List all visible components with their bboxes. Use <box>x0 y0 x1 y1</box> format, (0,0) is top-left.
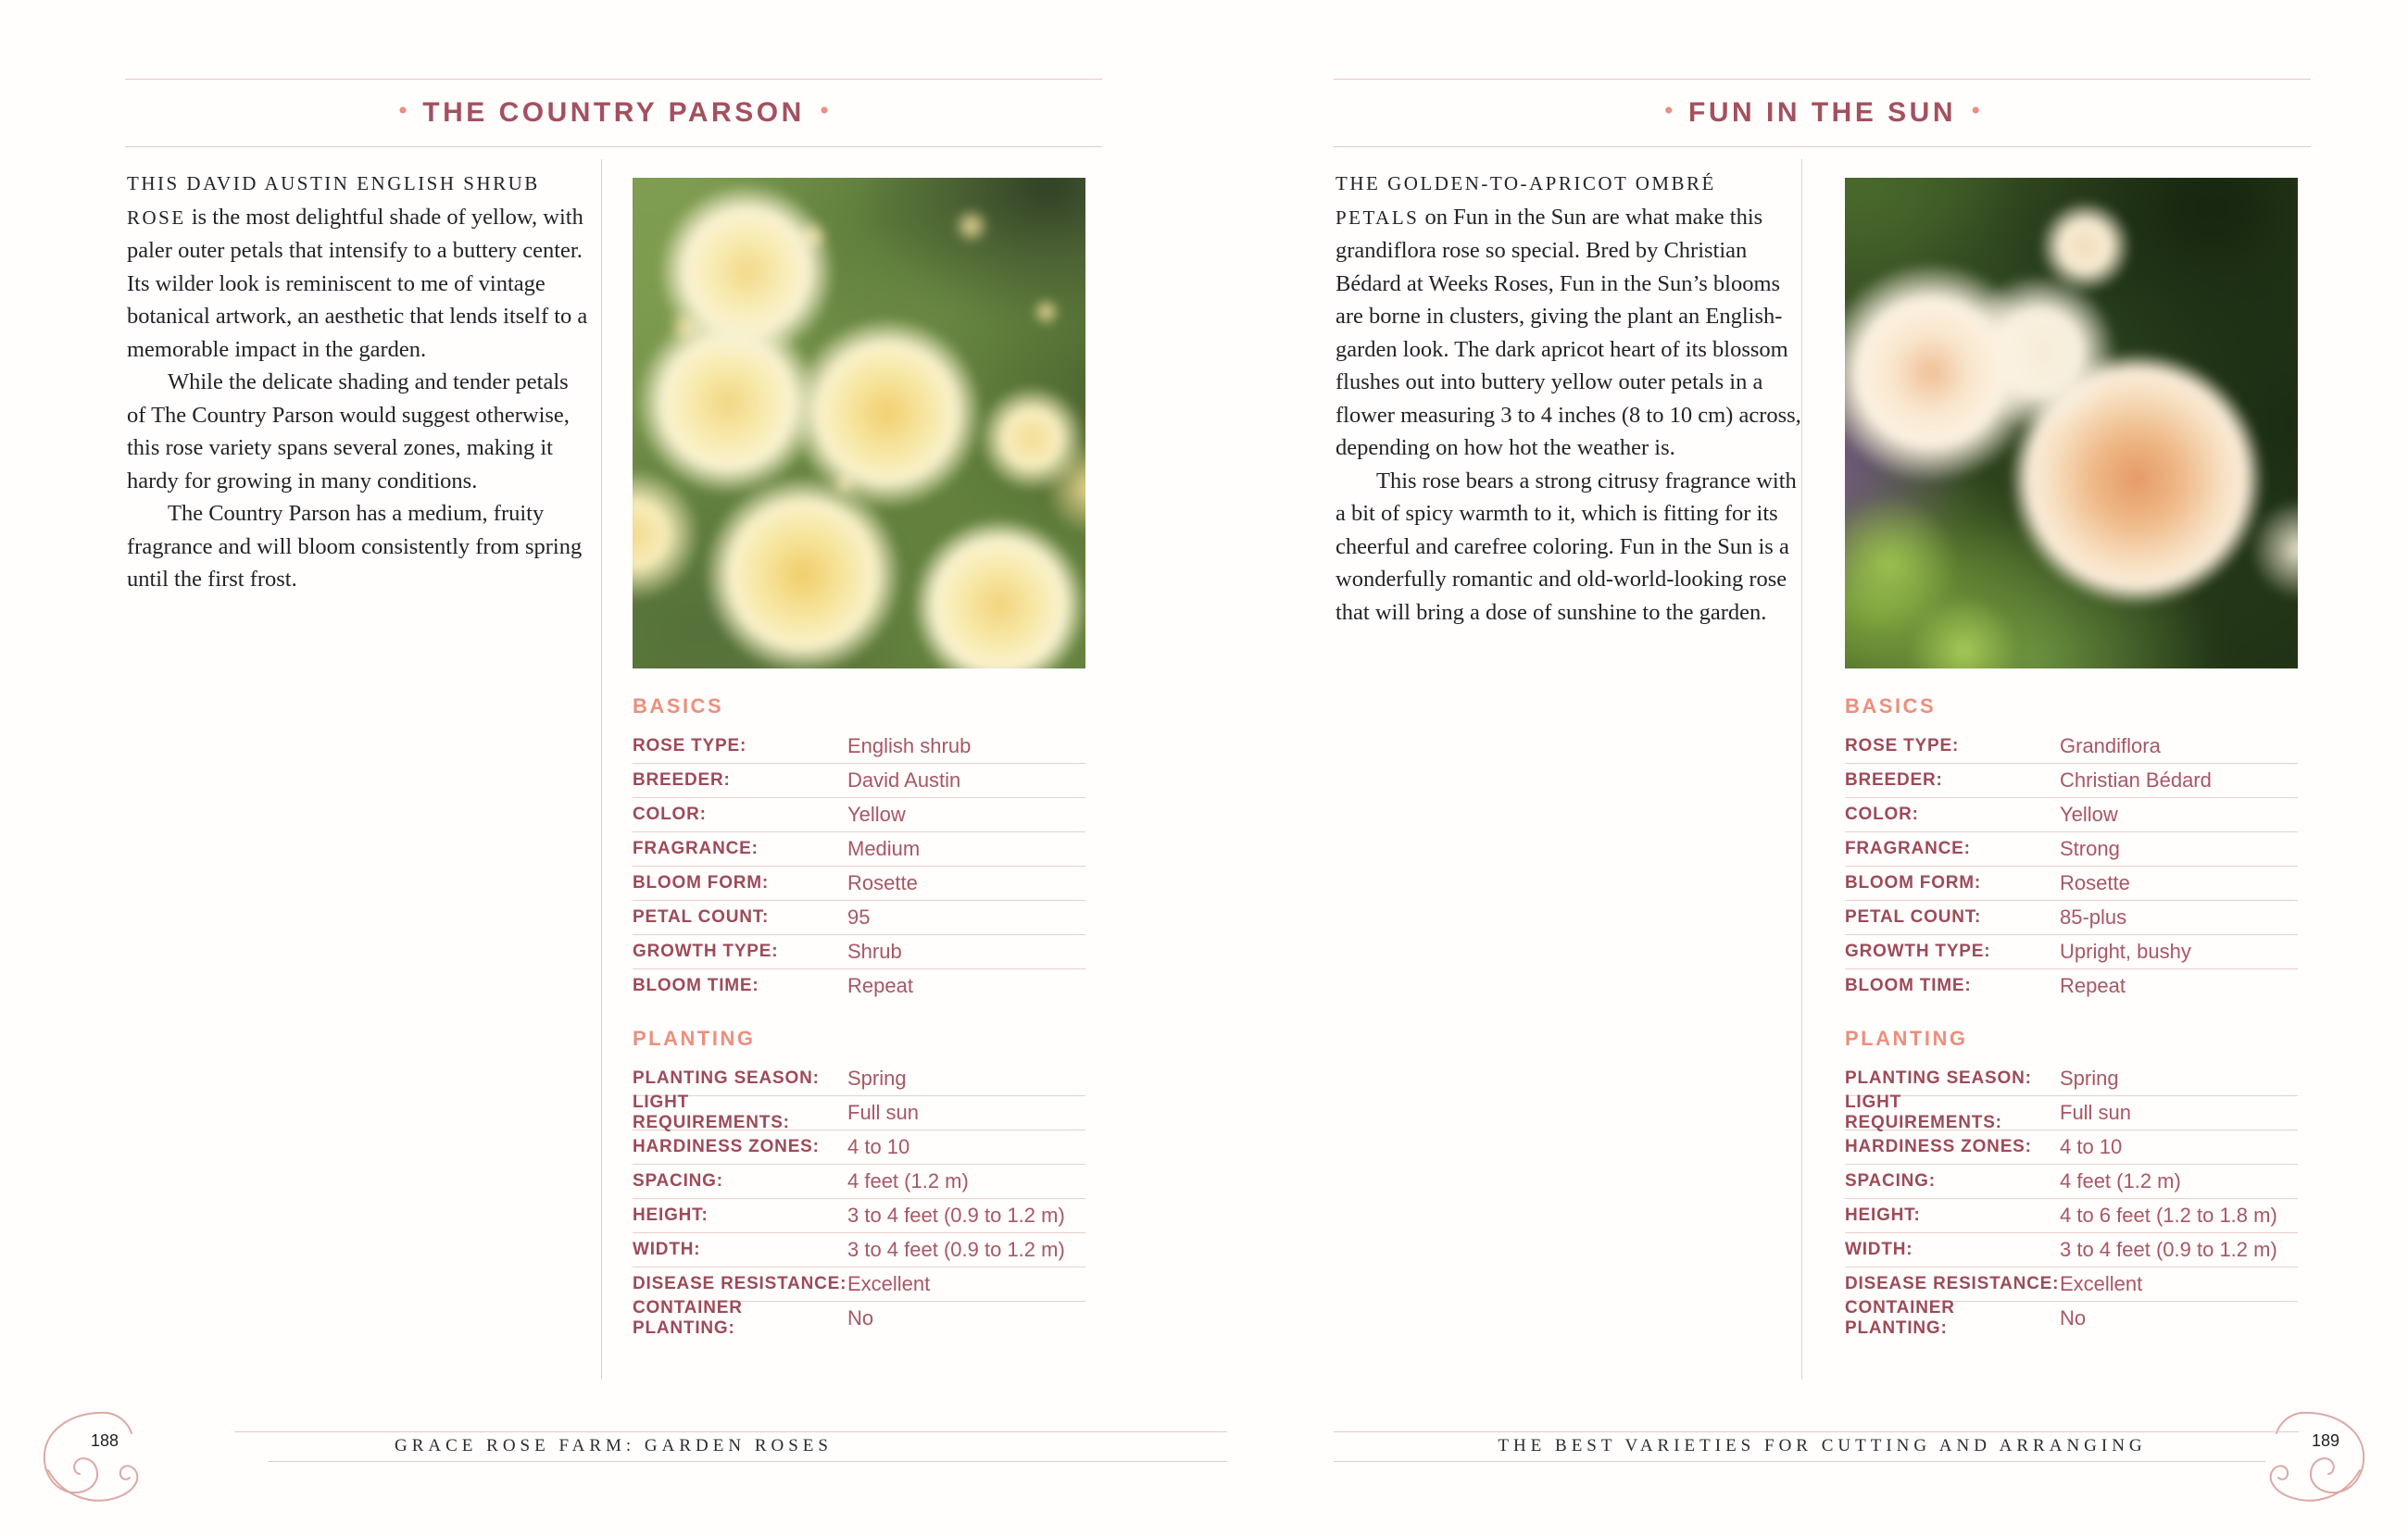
row-value: 95 <box>847 905 871 929</box>
row-label: GROWTH TYPE: <box>1845 942 1991 961</box>
table-row <box>633 1062 1085 1096</box>
planting-section <box>1845 1027 2298 1338</box>
lead-in: THE GOLDEN-TO-APRICOT OMBRÉ PETALS <box>1336 172 1716 229</box>
row-value: Excellent <box>2060 1272 2143 1295</box>
row-value: Grandiflora <box>2060 734 2161 757</box>
row-label: LIGHT REQUIREMENTS: <box>1845 1093 2002 1132</box>
spec-table <box>1845 694 2298 1338</box>
table-row <box>1845 1093 2298 1132</box>
table-row <box>633 1268 1085 1302</box>
table-row <box>1845 1233 2298 1268</box>
row-label: PETAL COUNT: <box>1845 907 1982 927</box>
row-label: BLOOM TIME: <box>1845 976 1972 995</box>
table-row <box>1845 730 2298 764</box>
row-label: COLOR: <box>1845 805 1919 824</box>
spec-rows <box>1845 730 2298 1003</box>
row-value: Shrub <box>847 940 902 963</box>
row-value: Full sun <box>847 1101 920 1124</box>
spec-rows <box>633 1062 1085 1338</box>
row-label: BLOOM FORM: <box>633 873 770 893</box>
table-row <box>633 1165 1085 1199</box>
row-label: DISEASE RESISTANCE: <box>633 1274 847 1293</box>
row-label: WIDTH: <box>633 1240 701 1259</box>
row-value: 4 feet (1.2 m) <box>847 1169 969 1193</box>
table-row <box>1845 832 2298 867</box>
table-row <box>633 730 1085 764</box>
table-row <box>633 764 1085 798</box>
row-value: 4 feet (1.2 m) <box>2060 1169 2181 1193</box>
running-footer: GRACE ROSE FARM: GARDEN ROSES <box>395 1436 833 1455</box>
body-text <box>127 167 588 596</box>
row-value: Rosette <box>2060 871 2130 894</box>
paragraph: The Country Parson has a medium, fruity fragrance and will bloom consistently from spring until the first frost. <box>127 501 583 592</box>
footer-rule <box>1334 1461 2265 1462</box>
row-label: FRAGRANCE: <box>633 839 759 858</box>
row-label: DISEASE RESISTANCE: <box>1845 1274 2060 1293</box>
table-row <box>633 1233 1085 1268</box>
row-value: Spring <box>2060 1067 2119 1090</box>
row-value: 3 to 4 feet (0.9 to 1.2 m) <box>847 1204 1065 1227</box>
row-value: English shrub <box>847 734 972 757</box>
table-row <box>1845 935 2298 969</box>
paragraph: While the delicate shading and tender petals of The Country Parson would suggest otherwise, this rose variety spans several zones, making it hardy for growing in many conditions. <box>127 369 570 493</box>
row-value: 3 to 4 feet (0.9 to 1.2 m) <box>2060 1238 2277 1261</box>
paragraph <box>127 167 588 366</box>
table-row <box>1845 1199 2298 1233</box>
row-label: COLOR: <box>633 805 707 824</box>
chapter-heading <box>125 79 1102 147</box>
paragraph-text: on Fun in the Sun are what make this grandiflora rose so special. Bred by Christian Bédard at Weeks Roses, Fun in the Sun’s blooms are borne in clusters, giving the plant an English-garden look. The dark apricot heart of its blossom flushes out into buttery yellow outer petals in a flower measuring 3 to 4 inches (8 to 10 cm) across, depending on how hot the weather is. <box>1336 204 1801 460</box>
bullet-dot-icon: • <box>397 95 408 126</box>
row-value: Medium <box>847 837 921 860</box>
running-footer: THE BEST VARIETIES FOR CUTTING AND ARRANGING <box>1498 1436 2147 1455</box>
table-row <box>1845 867 2298 901</box>
row-label: LIGHT REQUIREMENTS: <box>633 1093 790 1132</box>
flourish-icon <box>2252 1407 2373 1509</box>
row-label: ROSE TYPE: <box>1845 736 1960 756</box>
row-label: BREEDER: <box>633 770 731 790</box>
lead-in: THIS DAVID AUSTIN ENGLISH SHRUB ROSE <box>127 172 540 229</box>
footer-rule <box>268 1461 1227 1462</box>
row-value: Upright, bushy <box>2060 940 2191 963</box>
row-value: Yellow <box>2060 803 2118 826</box>
row-value: No <box>847 1306 874 1330</box>
flourish-icon <box>35 1407 156 1509</box>
table-row <box>1845 1165 2298 1199</box>
table-row <box>633 935 1085 969</box>
row-label: CONTAINER PLANTING: <box>633 1298 743 1338</box>
row-value: Spring <box>847 1067 907 1090</box>
table-row <box>633 1199 1085 1233</box>
rose-photo <box>1845 178 2298 668</box>
section-heading: BASICS <box>1845 694 1937 718</box>
table-row <box>1845 1268 2298 1302</box>
row-value: Rosette <box>847 871 918 894</box>
column-divider <box>1801 159 1802 1380</box>
section-heading: PLANTING <box>633 1027 756 1050</box>
row-value: Excellent <box>847 1272 931 1295</box>
chapter-heading <box>1334 79 2311 147</box>
row-value: No <box>2060 1306 2087 1330</box>
row-value: Christian Bédard <box>2060 768 2212 792</box>
table-row <box>1845 1298 2298 1338</box>
row-label: ROSE TYPE: <box>633 736 747 756</box>
table-row <box>633 832 1085 867</box>
paragraph <box>1336 167 1803 465</box>
row-label: HARDINESS ZONES: <box>633 1137 820 1156</box>
row-label: WIDTH: <box>1845 1240 1913 1259</box>
footer-rule <box>234 1431 1227 1432</box>
table-row <box>633 901 1085 935</box>
spec-rows <box>1845 1062 2298 1338</box>
section-heading: BASICS <box>633 694 724 718</box>
row-value: David Austin <box>847 768 961 792</box>
page-number: 188 <box>91 1431 119 1450</box>
table-row <box>633 867 1085 901</box>
table-row <box>1845 969 2298 1003</box>
photo-flowers <box>1845 178 2298 668</box>
row-label: SPACING: <box>1845 1171 1936 1191</box>
row-value: Strong <box>2060 837 2120 860</box>
table-row <box>633 1298 1085 1338</box>
row-label: BLOOM FORM: <box>1845 873 1982 893</box>
section-heading: PLANTING <box>1845 1027 1968 1050</box>
planting-section <box>633 1027 1085 1338</box>
bullet-dot-icon: • <box>1971 95 1981 126</box>
spec-rows <box>633 730 1085 1003</box>
row-value: 3 to 4 feet (0.9 to 1.2 m) <box>847 1238 1065 1261</box>
row-label: BLOOM TIME: <box>633 976 759 995</box>
row-value: Yellow <box>847 803 906 826</box>
row-label: GROWTH TYPE: <box>633 942 779 961</box>
row-value: 4 to 10 <box>847 1135 910 1158</box>
row-value: Full sun <box>2060 1101 2132 1124</box>
table-row <box>1845 798 2298 832</box>
basics-section <box>1845 694 2298 1003</box>
table-row <box>633 969 1085 1003</box>
row-value: 85-plus <box>2060 905 2127 929</box>
row-value: Repeat <box>847 974 913 997</box>
row-label: PLANTING SEASON: <box>633 1068 820 1088</box>
page-title: THE COUNTRY PARSON <box>422 97 805 128</box>
photo-flowers <box>633 178 1085 668</box>
footer-rule <box>1334 1431 2299 1432</box>
body-text <box>1336 167 1803 629</box>
row-label: PLANTING SEASON: <box>1845 1068 2032 1088</box>
row-value: 4 to 10 <box>2060 1135 2123 1158</box>
row-label: HEIGHT: <box>633 1205 709 1225</box>
rose-photo <box>633 178 1085 668</box>
right-page <box>1334 0 2311 1536</box>
table-row <box>1845 901 2298 935</box>
row-label: HARDINESS ZONES: <box>1845 1137 2032 1156</box>
table-row <box>1845 1130 2298 1165</box>
spec-table <box>633 694 1085 1338</box>
table-row <box>633 1093 1085 1132</box>
left-page <box>125 0 1102 1536</box>
basics-section <box>633 694 1085 1003</box>
bullet-dot-icon: • <box>819 95 830 126</box>
row-label: HEIGHT: <box>1845 1205 1921 1225</box>
row-value: Repeat <box>2060 974 2126 997</box>
bullet-dot-icon: • <box>1663 95 1674 126</box>
row-label: SPACING: <box>633 1171 723 1191</box>
paragraph-text: is the most delightful shade of yellow, with paler outer petals that intensify to a buttery center. Its wilder look is reminiscent to me of vintage botanical artwork, an aesthetic that lends itself to a memorable impact in the garden. <box>127 204 588 362</box>
table-row <box>1845 1062 2298 1096</box>
page-number: 189 <box>2312 1431 2340 1450</box>
row-label: PETAL COUNT: <box>633 907 770 927</box>
row-label: CONTAINER PLANTING: <box>1845 1298 1955 1338</box>
table-row <box>633 1130 1085 1165</box>
row-label: FRAGRANCE: <box>1845 839 1971 858</box>
column-divider <box>601 159 602 1380</box>
paragraph: This rose bears a strong citrusy fragrance with a bit of spicy warmth to it, which is fitting for its cheerful and carefree coloring. Fun in the Sun is a wonderfully romantic and old-world-looking rose that will bring a dose of sunshine to the garden. <box>1336 468 1797 625</box>
row-label: BREEDER: <box>1845 770 1943 790</box>
row-value: 4 to 6 feet (1.2 to 1.8 m) <box>2060 1204 2277 1227</box>
table-row <box>633 798 1085 832</box>
table-row <box>1845 764 2298 798</box>
page-title: FUN IN THE SUN <box>1688 97 1956 128</box>
